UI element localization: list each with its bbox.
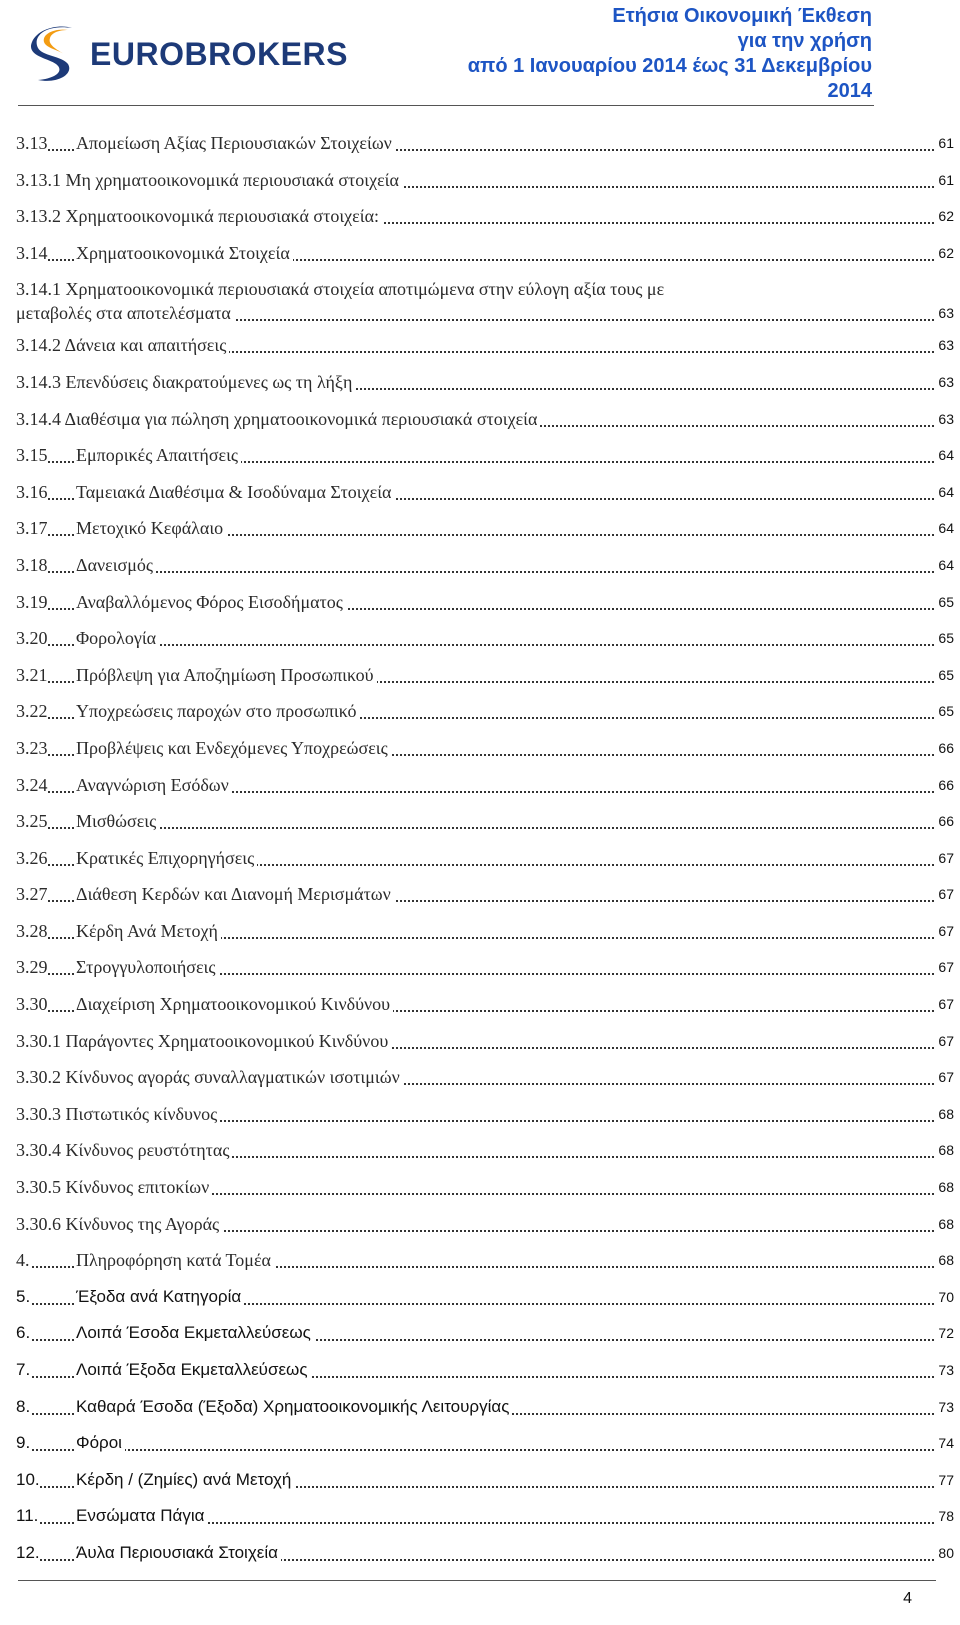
toc-entry[interactable] <box>16 1099 954 1136</box>
toc-entry[interactable] <box>16 550 954 587</box>
toc-section-title: 3.14.2 Δάνεια και απαιτήσεις <box>16 335 229 356</box>
toc-section-number: 3.23 <box>16 737 48 758</box>
toc-page-number: 73 <box>935 1399 954 1415</box>
footer-divider <box>18 1580 936 1581</box>
toc-entry[interactable] <box>16 440 954 477</box>
toc-entry[interactable] <box>16 330 954 367</box>
toc-section-title: 3.30.1 Παράγοντες Χρηματοοικονομικού Κινδύνου <box>16 1031 391 1052</box>
header-divider <box>18 105 874 106</box>
toc-page-number: 67 <box>935 1069 954 1085</box>
toc-entry[interactable] <box>16 165 954 202</box>
toc-section-title: Μετοχικό Κεφάλαιο <box>76 518 226 539</box>
toc-page-number: 68 <box>935 1216 954 1232</box>
toc-section-number: 3.28 <box>16 920 48 941</box>
report-title <box>468 4 872 104</box>
page-number: 4 <box>903 1590 912 1607</box>
toc-page-number: 61 <box>935 172 954 188</box>
toc-page-number: 80 <box>935 1545 954 1561</box>
logo-text: EUROBROKERS <box>90 36 348 72</box>
toc-section-number: 3.24 <box>16 774 48 795</box>
toc-entry[interactable] <box>16 1245 954 1282</box>
toc-section-number: 6. <box>16 1323 31 1343</box>
toc-entry[interactable] <box>16 238 954 275</box>
toc-entry[interactable] <box>16 1355 954 1392</box>
toc-section-number: 3.27 <box>16 884 48 905</box>
toc-page-number: 65 <box>935 703 954 719</box>
toc-entry[interactable] <box>16 1282 954 1319</box>
toc-page-number: 64 <box>935 447 954 463</box>
toc-section-title: Άυλα Περιουσιακά Στοιχεία <box>76 1543 281 1563</box>
toc-section-title: Ενσώματα Πάγια <box>76 1506 207 1526</box>
eurobrokers-logo <box>28 22 358 92</box>
toc-section-title: 3.13.2 Χρηματοοικονομικά περιουσιακά στοιχεία: <box>16 206 382 227</box>
toc-page-number: 65 <box>935 630 954 646</box>
toc-section-title: 3.30.3 Πιστωτικός κίνδυνος <box>16 1104 220 1125</box>
logo-mark-icon <box>28 22 88 88</box>
toc-section-number: 3.21 <box>16 664 48 685</box>
toc-page-number: 70 <box>935 1289 954 1305</box>
toc-page-number: 67 <box>935 1033 954 1049</box>
toc-section-title: Μισθώσεις <box>76 811 159 832</box>
toc-section-title: Έξοδα ανά Κατηγορία <box>76 1287 244 1307</box>
toc-page-number: 67 <box>935 886 954 902</box>
toc-entry[interactable] <box>16 1062 954 1099</box>
toc-section-title-continued: μεταβολές στα αποτελέσματα <box>16 303 234 324</box>
toc-page-number: 67 <box>935 850 954 866</box>
toc-section-number: 7. <box>16 1360 31 1379</box>
toc-entry[interactable] <box>16 1026 954 1063</box>
toc-page-number: 74 <box>935 1435 954 1451</box>
toc-page-number: 65 <box>935 594 954 610</box>
toc-section-title: 3.30.2 Κίνδυνος αγοράς συναλλαγματικών ισοτιμιών <box>16 1067 403 1088</box>
toc-section-title: Ταμειακά Διαθέσιμα & Ισοδύναμα Στοιχεία <box>76 482 394 503</box>
toc-section-title: Χρηματοοικονομικά Στοιχεία <box>76 243 293 264</box>
toc-entry[interactable] <box>16 128 954 165</box>
toc-page-number: 67 <box>935 996 954 1012</box>
toc-section-number: 3.16 <box>16 481 48 502</box>
toc-page-number: 63 <box>935 374 954 390</box>
toc-section-title: 3.30.6 Κίνδυνος της Αγοράς <box>16 1214 222 1235</box>
toc-section-title: 3.14.4 Διαθέσιμα για πώληση χρηματοοικονομικά περιουσιακά στοιχεία <box>16 409 540 430</box>
toc-page-number: 68 <box>935 1179 954 1195</box>
toc-entry[interactable] <box>16 587 954 624</box>
toc-section-title: 3.13.1 Μη χρηματοοικονομικά περιουσιακά στοιχεία <box>16 170 402 191</box>
toc-section-number: 9. <box>16 1433 31 1453</box>
toc-page-number: 64 <box>935 557 954 573</box>
toc-section-number: 3.18 <box>16 554 48 575</box>
toc-entry[interactable] <box>16 733 954 770</box>
toc-entry[interactable] <box>16 1318 954 1355</box>
toc-entry[interactable] <box>16 879 954 916</box>
report-title-line: για την χρήση <box>737 30 872 52</box>
toc-page-number: 62 <box>935 245 954 261</box>
toc-section-title: Υποχρεώσεις παροχών στο προσωπικό <box>76 701 359 722</box>
toc-page-number: 63 <box>935 305 954 321</box>
toc-section-number: 3.29 <box>16 957 48 978</box>
toc-entry[interactable] <box>16 916 954 953</box>
toc-section-title: Δανεισμός <box>76 555 156 576</box>
toc-section-number: 3.14 <box>16 242 48 263</box>
toc-page-number: 68 <box>935 1252 954 1268</box>
toc-section-title: Λοιπά Έξοδα Εκμεταλλεύσεως <box>76 1360 311 1380</box>
toc-section-title: Λοιπά Έσοδα Εκμεταλλεύσεως <box>76 1323 314 1343</box>
toc-section-number: 10. <box>16 1469 40 1489</box>
toc-entry[interactable] <box>16 1209 954 1246</box>
toc-section-title: Εμπορικές Απαιτήσεις <box>76 445 241 466</box>
toc-section-number: 3.20 <box>16 628 48 649</box>
toc-entry[interactable] <box>16 1501 954 1538</box>
toc-page-number: 67 <box>935 923 954 939</box>
toc-section-number: 3.30 <box>16 994 48 1015</box>
toc-page-number: 64 <box>935 520 954 536</box>
toc-entry[interactable] <box>16 1392 954 1429</box>
toc-section-title: Φορολογία <box>76 628 159 649</box>
toc-page-number: 73 <box>935 1362 954 1378</box>
toc-section-title: Απομείωση Αξίας Περιουσιακών Στοιχείων <box>76 133 395 154</box>
toc-section-number: 8. <box>16 1396 31 1416</box>
toc-page-number: 63 <box>935 337 954 353</box>
toc-section-title: Καθαρά Έσοδα (Έξοδα) Χρηματοοικονομικής Λειτουργίας <box>76 1397 512 1417</box>
toc-section-title: Πληροφόρηση κατά Τομέα <box>76 1250 274 1271</box>
dot-leader <box>16 1449 954 1451</box>
toc-section-number: 3.19 <box>16 591 48 612</box>
table-of-contents <box>16 128 954 1575</box>
toc-section-title: Κέρδη Ανά Μετοχή <box>76 921 221 942</box>
toc-section-title: Κέρδη / (Ζημίες) ανά Μετοχή <box>76 1470 294 1490</box>
toc-section-number: 11. <box>16 1506 39 1526</box>
toc-page-number: 66 <box>935 813 954 829</box>
toc-page-number: 66 <box>935 777 954 793</box>
toc-section-title: Προβλέψεις και Ενδεχόμενες Υποχρεώσεις <box>76 738 391 759</box>
toc-section-title: Κρατικές Επιχορηγήσεις <box>76 848 257 869</box>
toc-entry[interactable] <box>16 201 954 238</box>
toc-section-number: 3.25 <box>16 811 48 832</box>
toc-entry[interactable] <box>16 274 954 330</box>
toc-section-number: 5. <box>16 1286 31 1306</box>
toc-section-title: 3.30.4 Κίνδυνος ρευστότητας <box>16 1140 232 1161</box>
toc-entry[interactable] <box>16 1428 954 1465</box>
toc-section-title: 3.30.5 Κίνδυνος επιτοκίων <box>16 1177 212 1198</box>
toc-page-number: 65 <box>935 667 954 683</box>
toc-section-title: 3.14.1 Χρηματοοικονομικά περιουσιακά στοιχεία αποτιμώμενα στην εύλογη αξία τους με <box>16 279 667 300</box>
toc-entry[interactable] <box>16 660 954 697</box>
toc-section-number: 12. <box>16 1542 40 1562</box>
toc-section-number: 4. <box>16 1250 30 1271</box>
toc-page-number: 68 <box>935 1142 954 1158</box>
toc-entry[interactable] <box>16 1538 954 1575</box>
toc-page-number: 67 <box>935 959 954 975</box>
toc-entry[interactable] <box>16 806 954 843</box>
toc-entry[interactable] <box>16 1172 954 1209</box>
toc-entry[interactable] <box>16 623 954 660</box>
toc-page-number: 77 <box>935 1472 954 1488</box>
toc-page-number: 78 <box>935 1508 954 1524</box>
toc-page-number: 62 <box>935 208 954 224</box>
toc-section-title: Πρόβλεψη για Αποζημίωση Προσωπικού <box>76 665 377 686</box>
report-title-line: 2014 <box>827 80 872 102</box>
toc-entry[interactable] <box>16 367 954 404</box>
toc-section-number: 3.13 <box>16 133 48 153</box>
toc-section-title: Φόροι <box>76 1433 125 1453</box>
page-header <box>0 0 960 110</box>
report-title-line: από 1 Ιανουαρίου 2014 έως 31 Δεκεμβρίου <box>467 55 872 77</box>
toc-entry[interactable] <box>16 989 954 1026</box>
toc-section-number: 3.26 <box>16 847 48 868</box>
toc-page-number: 61 <box>935 135 954 151</box>
toc-page-number: 63 <box>935 411 954 427</box>
toc-section-number: 3.22 <box>16 701 48 722</box>
toc-entry[interactable] <box>16 1465 954 1502</box>
toc-section-title: Αναγνώριση Εσόδων <box>76 775 232 796</box>
toc-entry[interactable] <box>16 770 954 807</box>
toc-entry[interactable] <box>16 1135 954 1172</box>
toc-entry[interactable] <box>16 513 954 550</box>
dot-leader <box>16 571 954 573</box>
toc-section-number: 3.17 <box>16 518 48 539</box>
report-title-line: Ετήσια Οικονομική Έκθεση <box>612 5 872 27</box>
toc-page-number: 72 <box>935 1325 954 1341</box>
toc-section-number: 3.15 <box>16 445 48 466</box>
toc-page-number: 64 <box>935 484 954 500</box>
toc-section-title: 3.14.3 Επενδύσεις διακρατούμενες ως τη λήξη <box>16 372 355 393</box>
toc-entry[interactable] <box>16 696 954 733</box>
toc-page-number: 66 <box>935 740 954 756</box>
toc-section-title: Αναβαλλόμενος Φόρος Εισοδήματος <box>76 592 346 613</box>
toc-entry[interactable] <box>16 404 954 441</box>
toc-entry[interactable] <box>16 477 954 514</box>
toc-page-number: 68 <box>935 1106 954 1122</box>
toc-section-title: Στρογγυλοποιήσεις <box>76 957 219 978</box>
toc-section-title: Διάθεση Κερδών και Διανομή Μερισμάτων <box>76 884 394 905</box>
toc-entry[interactable] <box>16 952 954 989</box>
toc-entry[interactable] <box>16 843 954 880</box>
toc-section-title: Διαχείριση Χρηματοοικονομικού Κινδύνου <box>76 994 393 1015</box>
